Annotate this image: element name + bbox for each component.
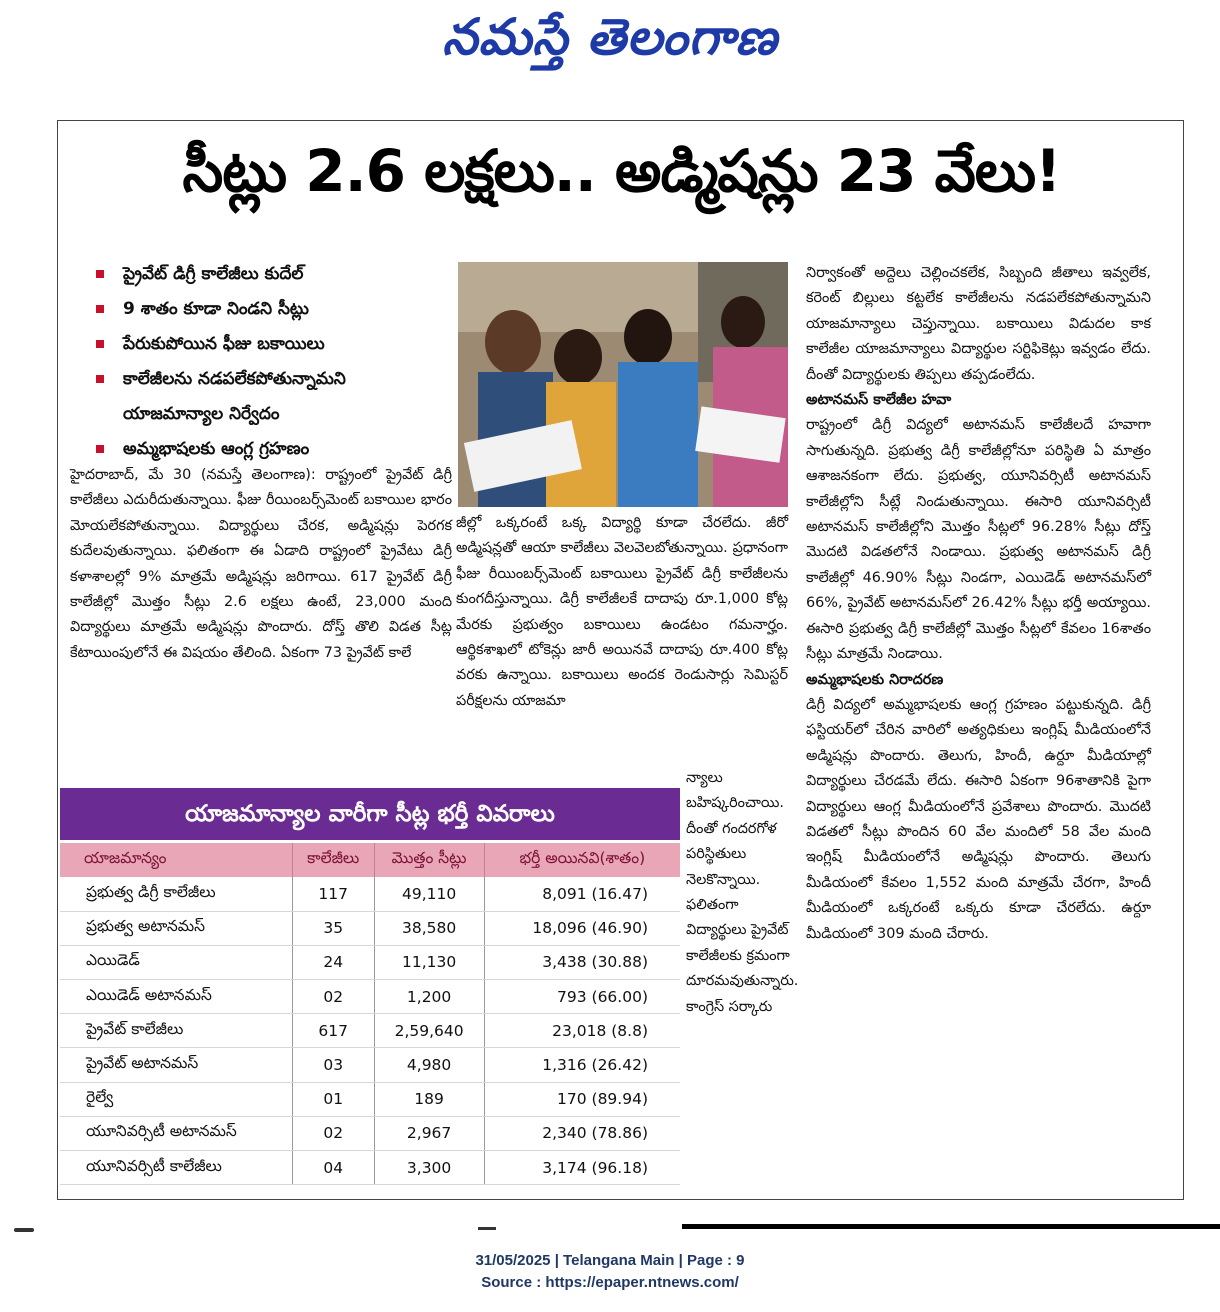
bullet-square-icon — [96, 305, 104, 313]
newspaper-masthead: నమస్తే తెలంగాణ — [442, 8, 778, 66]
footer-source-link[interactable]: Source : https://epaper.ntnews.com/ — [481, 1274, 739, 1291]
table-row: ఎయిడెడ్ 24 11,130 3,438 (30.88) — [60, 945, 680, 979]
table-row: ప్రైవేట్ కాలేజీలు 617 2,59,640 23,018 (8.8) — [60, 1014, 680, 1048]
article-column-2: జీల్లో ఒక్కరంటే ఒక్క విద్యార్థి కూడా చేరలేదు. జీరో అడ్మిషన్లతో ఆయా కాలేజీలు వెలవెలబోతున్నాయి. ప్రధానంగా ఫీజు రీయింబర్స్‌మెంట్ బకాయిలు ప్రైవేట్ డిగ్రీ కాలేజీలను కుంగదీస్తున్నాయి. డిగ్రీ కాలేజీలకే దాదాపు రూ.1,000 కోట్ల మేరకు ప్రభుత్వం బకాయిలు ఉండటం గమనార్హం. ఆర్థికశాఖలో టోకెన్లు జారీ అయినవే దాదాపు రూ.400 కోట్ల వరకు ఉన్నాయి. బకాయిలు అందక రెండుసార్లు సెమిస్టర్ పరీక్షలను యాజమా — [456, 515, 788, 709]
bullet-square-icon — [96, 375, 104, 383]
page-edge-mark — [14, 1228, 34, 1232]
page-footer — [0, 1250, 1220, 1294]
highlight-item: అమ్మభాషలకు ఆంగ్ల గ్రహణం — [96, 432, 436, 467]
table-row: యూనివర్సిటీ అటానమస్ 02 2,967 2,340 (78.86) — [60, 1116, 680, 1150]
table-row: యూనివర్సిటీ కాలేజీలు 04 3,300 3,174 (96.18) — [60, 1151, 680, 1185]
article-frame — [57, 120, 1184, 1200]
highlight-item: కాలేజీలను నడపలేకపోతున్నామని — [96, 362, 436, 397]
seats-table — [60, 843, 680, 1185]
students-photo — [458, 262, 788, 507]
highlight-item-continued: యాజమాన్యాల నిర్వేదం — [123, 404, 280, 424]
article-headline: సీట్లు 2.6 లక్షలు.. అడ్మిషన్లు 23 వేలు! — [182, 137, 1061, 205]
header-colleges: కాలేజీలు — [292, 843, 374, 877]
table-row: ప్రభుత్వ అటానమస్ 35 38,580 18,096 (46.90) — [60, 911, 680, 945]
header-total-seats: మొత్తం సీట్లు — [374, 843, 484, 877]
table-row: ప్రభుత్వ డిగ్రీ కాలేజీలు 117 49,110 8,091 (16.47) — [60, 877, 680, 911]
highlight-item: 9 శాతం కూడా నిండని సీట్లు — [96, 292, 436, 327]
article-column-3: నిర్వాకంతో అద్దెలు చెల్లించకలేక, సిబ్బంది జీతాలు ఇవ్వలేక, కరెంట్ బిల్లులు కట్టలేక కాలేజీలను నడపలేకపోతున్నామని యాజమాన్యాలు చెప్తున్నాయి. బకాయిలు విడుదల కాక కాలేజీల యాజమాన్యాలు విద్యార్థుల సర్టిఫికెట్లు ఇవ్వడం లేదు. దీంతో విద్యార్థులకు తిప్పలు తప్పడంలేదు. అటానమస్ కాలేజీల హవా రాష్ట్రంలో డిగ్రీ విద్యలో అటానమస్ కాలేజీలదే హవాగా సాగుతున్నది. ప్రభుత్వ డిగ్రీ కాలేజీల్లోనూ పరిస్థితి ఏ మాత్రం ఆశాజనకంగా లేదు. ప్రభుత్వ, యూనివర్సిటీ అటానమస్ కాలేజీల్లోని సీట్లే నిండుతున్నాయి. ఈసారి యూనివర్సిటీ అటానమస్ కాలేజీల్లోని మొత్తం సీట్లలో 96.28% సీట్లు దోస్త్ మొదటి విడతలోనే నిండాయి. ప్రభుత్వ అటానమస్ డిగ్రీ కాలేజీల్లో 46.90% సీట్లు నిండగా, ఎయిడెడ్ అటానమస్‌లో 66%, ప్రైవేట్ అటానమస్‌లో 26.42% సీట్లు భర్తీ అయ్యాయి. ఈసారి ప్రభుత్వ డిగ్రీ కాలేజీల్లో మొత్తం సీట్లలో కేవలం 16శాతం సీట్లు మాత్రమే నిండాయి. అమ్మభాషలకు నిరాదరణ డిగ్రీ విద్యలో అమ్మభాషలకు ఆంగ్ల గ్రహణం పట్టుకున్నది. డిగ్రీ ఫస్టియర్‌లో చేరిన వారిలో అత్యధికులు ఇంగ్లిష్ మీడియంలోనే అడ్మిషన్లు పొందారు. తెలుగు, హిందీ, ఉర్దూ మీడియాల్లో విద్యార్థులు చేరడమే లేదు. ఈసారి ఏకంగా 96శాతానికి పైగా విద్యార్థులు ఆంగ్ల మీడియంలోనే ప్రవేశాలు పొందారు. మొదటి విడతలో సీట్లు పొందిన 60 వేల మందిలో 58 వేల మంది ఇంగ్లిష్ మీడియంలోనే అడ్మిషన్లు పొందారు. తెలుగు మీడియంలో కేవలం 1,552 మంది మాత్రమే చేరగా, హిందీ మీడియంలో ఒక్కరంటే ఒక్కరు కూడా చేరలేదు. ఉర్దూ మీడియంలో 309 మంది చేరారు. — [806, 265, 1151, 942]
article-column-1: హైదరాబాద్, మే 30 (నమస్తే తెలంగాణ): రాష్ట్రంలో ప్రైవేట్ డిగ్రీ కాలేజీలు ఎదురీదుతున్నాయి. ఫీజు రీయింబర్స్‌మెంట్ బకాయిల భారం మోయలేకపోతున్నాయి. విద్యార్థులు చేరక, అడ్మిషన్లు పెరగక కుదేలవుతున్నాయి. ఫలితంగా ఈ ఏడాది రాష్ట్రంలో ప్రైవేటు డిగ్రీ కళాశాలల్లో 9% మాత్రమే అడ్మిషన్లు జరిగాయి. 617 ప్రైవేట్ డిగ్రీ కాలేజీల్లో మొత్తం సీట్లు 2.6 లక్షలు ఉంటే, 23,000 మంది విద్యార్థులు మాత్రమే అడ్మిషన్లు పొందారు. దోస్త్ తొలి విడత సీట్ల కేటాయింపులోనే ఈ విషయం తేలింది. ఏకంగా 73 ప్రైవేట్ కాలే — [70, 467, 452, 661]
header-filled: భర్తీ అయినవి(శాతం) — [484, 843, 680, 877]
highlight-item: పేరుకుపోయిన ఫీజు బకాయిలు — [96, 327, 436, 362]
article-column-2-narrow: న్యాలు బహిష్కరించాయి. దీంతో గందరగోళ పరిస్థితులు నెలకొన్నాయి. ఫలితంగా విద్యార్థులు ప్రైవేట్ కాలేజీలకు క్రమంగా దూరమవుతున్నారు. కాంగ్రెస్ సర్కారు — [686, 770, 799, 1015]
students-photo-illustration — [458, 262, 788, 507]
table-row: రైల్వే 01 189 170 (89.94) — [60, 1082, 680, 1116]
bullet-square-icon — [96, 445, 104, 453]
table-row: ఎయిడెడ్ అటానమస్ 02 1,200 793 (66.00) — [60, 980, 680, 1014]
footer-edition-info: 31/05/2025 | Telangana Main | Page : 9 — [475, 1252, 745, 1269]
highlights-list — [96, 257, 436, 467]
table-row: ప్రైవేట్ అటానమస్ 03 4,980 1,316 (26.42) — [60, 1048, 680, 1082]
header-management: యాజమాన్యం — [60, 843, 292, 877]
highlight-item: ప్రైవేట్ డిగ్రీ కాలేజీలు కుదేల్ — [96, 257, 436, 292]
page-edge-mark — [478, 1227, 496, 1230]
subheading-autonomous: అటానమస్ కాలేజీల హవా — [806, 392, 952, 409]
bullet-square-icon — [96, 340, 104, 348]
page-divider-line — [682, 1224, 1220, 1229]
bullet-square-icon — [96, 270, 104, 278]
table-title: యాజమాన్యాల వారీగా సీట్ల భర్తీ వివరాలు — [60, 788, 680, 840]
table-header-row — [60, 843, 680, 877]
subheading-mother-tongue: అమ్మభాషలకు నిరాదరణ — [806, 671, 944, 688]
